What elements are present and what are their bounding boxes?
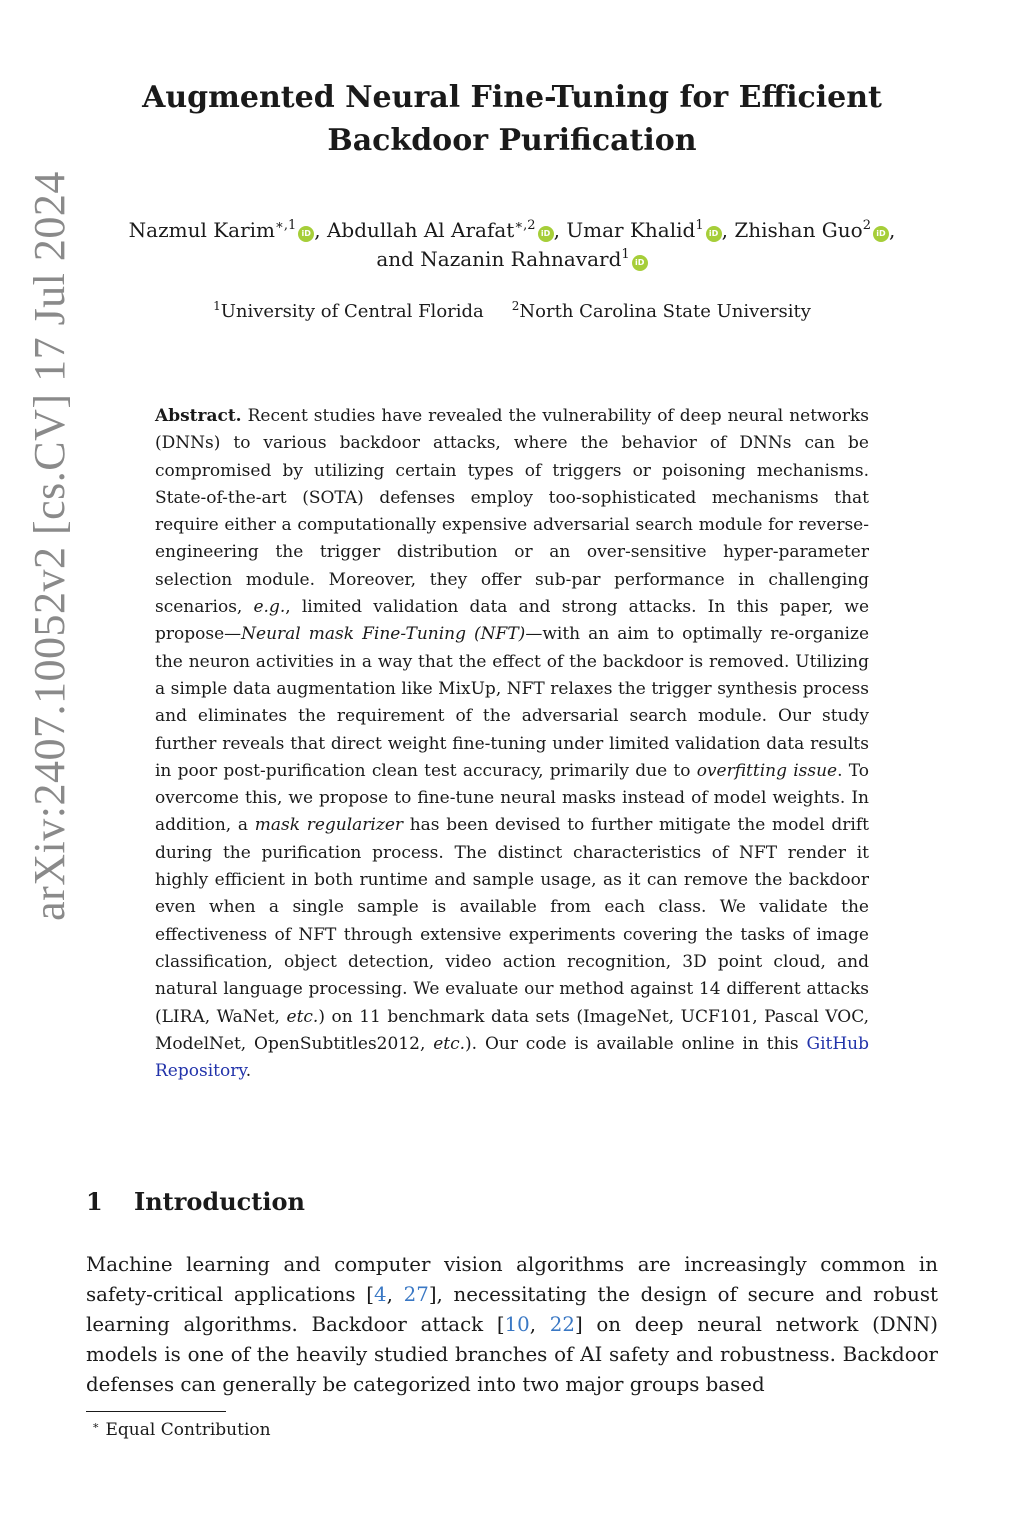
affiliation-list xyxy=(60,299,964,325)
footnote-text: Equal Contribution xyxy=(105,1420,271,1440)
affiliation-mark: 2 xyxy=(511,299,520,313)
citation-link[interactable]: 10 xyxy=(504,1313,530,1336)
abstract-emphasis: e.g. xyxy=(253,597,286,618)
author-name: Abdullah Al Arafat xyxy=(326,218,515,242)
arxiv-identifier-stamp: arXiv:2407.10052v2 [cs.CV] 17 Jul 2024 xyxy=(25,171,74,921)
abstract-emphasis: etc. xyxy=(433,1033,466,1054)
abstract-text: . xyxy=(245,1061,252,1082)
intro-text: ], necessitating the design of secure and robust learning algorithms. Backdoor attack [ xyxy=(86,1283,938,1336)
intro-text: , xyxy=(386,1283,404,1306)
abstract-emphasis: etc. xyxy=(286,1006,319,1027)
author-and: and xyxy=(376,247,414,271)
section-number: 1 xyxy=(86,1187,103,1216)
author-separator: , xyxy=(889,218,896,242)
author-list xyxy=(60,216,964,274)
intro-paragraph xyxy=(86,1250,938,1400)
abstract-text: ) on 11 benchmark data sets (ImageNet, UCF101, Pascal VOC, ModelNet, OpenSubtitles2012, xyxy=(155,1006,870,1054)
abstract-text: ). Our code is available online in this xyxy=(465,1033,799,1054)
abstract xyxy=(155,403,869,1085)
abstract-text: . To overcome this, we propose to fine-tune neural masks instead of model weights. In addition, a xyxy=(155,760,869,836)
abstract-text: Recent studies have revealed the vulnerability of deep neural networks (DNNs) to various backdoor attacks, where the behavior of DNNs can be compromised by utilizing certain types of triggers or poisoning mechanisms. State-of-the-art (SOTA) defenses employ too-sophisticated mechanisms that require either a computationally expensive adversarial search module for reverse-engineering the trigger distribution or an over-sensitive hyper-parameter selection module. Moreover, they offer sub-par performance in challenging scenarios, xyxy=(155,406,869,618)
affiliation-name: North Carolina State University xyxy=(519,301,811,322)
citation-link[interactable]: 22 xyxy=(549,1313,575,1336)
footnote-divider xyxy=(86,1411,226,1412)
author-name: Nazanin Rahnavard xyxy=(420,247,622,271)
orcid-icon[interactable]: iD xyxy=(632,255,648,271)
affiliation-mark: 1 xyxy=(213,299,221,313)
author-separator: , xyxy=(721,218,728,242)
footnote xyxy=(92,1418,692,1442)
intro-text: ] on deep neural network (DNN) models is one of the heavily studied branches of AI safety and robustness. Backdoor defenses can generally be categorized into two major groups based xyxy=(86,1313,938,1396)
abstract-emphasis: mask regularizer xyxy=(254,815,404,836)
title-line-2: Backdoor Purification xyxy=(327,123,697,158)
author-name: Zhishan Guo xyxy=(734,218,863,242)
abstract-emphasis: overfitting issue xyxy=(696,760,838,781)
author-affiliation-mark: ∗,1 xyxy=(275,218,297,233)
author-separator: , xyxy=(314,218,321,242)
intro-text: , xyxy=(529,1313,550,1336)
footnote-mark: ∗ xyxy=(92,1419,100,1432)
section-heading xyxy=(86,1184,936,1220)
paper-title xyxy=(100,76,924,162)
abstract-emphasis: Neural mask Fine-Tuning (NFT) xyxy=(241,624,526,645)
title-line-1: Augmented Neural Fine-Tuning for Efficient xyxy=(142,80,882,115)
abstract-text: —with an aim to optimally re-organize the neuron activities in a way that the effect of the backdoor is removed. Utilizing a simple data augmentation like MixUp, NFT relaxes the trigger synthesis process and eliminates the requirement of the adversarial search module. Our study further reveals that direct weight fine-tuning under limited validation data results in poor post-purification clean test accuracy, primarily due to xyxy=(155,624,870,781)
section-title: Introduction xyxy=(134,1187,305,1216)
author-name: Umar Khalid xyxy=(566,218,696,242)
abstract-label: Abstract. xyxy=(155,406,242,426)
orcid-icon[interactable]: iD xyxy=(706,226,722,242)
orcid-icon[interactable]: iD xyxy=(298,226,314,242)
abstract-text: , limited validation data and strong attacks. In this paper, we propose— xyxy=(155,597,870,645)
orcid-icon[interactable]: iD xyxy=(538,226,554,242)
author-name: Nazmul Karim xyxy=(128,218,275,242)
citation-link[interactable]: 4 xyxy=(374,1283,387,1306)
intro-text: Machine learning and computer vision algorithms are increasingly common in safety-critical applications [ xyxy=(86,1253,938,1306)
orcid-icon[interactable]: iD xyxy=(873,226,889,242)
affiliation-name: University of Central Florida xyxy=(220,301,484,322)
author-affiliation-mark: ∗,2 xyxy=(514,218,536,233)
author-affiliation-mark: 1 xyxy=(621,247,630,262)
citation-link[interactable]: 27 xyxy=(403,1283,429,1306)
author-separator: , xyxy=(553,218,560,242)
abstract-text: has been devised to further mitigate the model drift during the purification process. The distinct characteristics of NFT render it highly efficient in both runtime and sample usage, as it can remove the backdoor even when a single sample is available from each class. We validate the effectiveness of NFT through extensive experiments covering the tasks of image classification, object detection, video action recognition, 3D point cloud, and natural language processing. We evaluate our method against 14 different attacks (LIRA, WaNet, xyxy=(155,815,869,1027)
author-affiliation-mark: 1 xyxy=(695,218,704,233)
author-affiliation-mark: 2 xyxy=(862,218,871,233)
github-repository-link[interactable]: GitHub Repository xyxy=(155,1033,869,1082)
